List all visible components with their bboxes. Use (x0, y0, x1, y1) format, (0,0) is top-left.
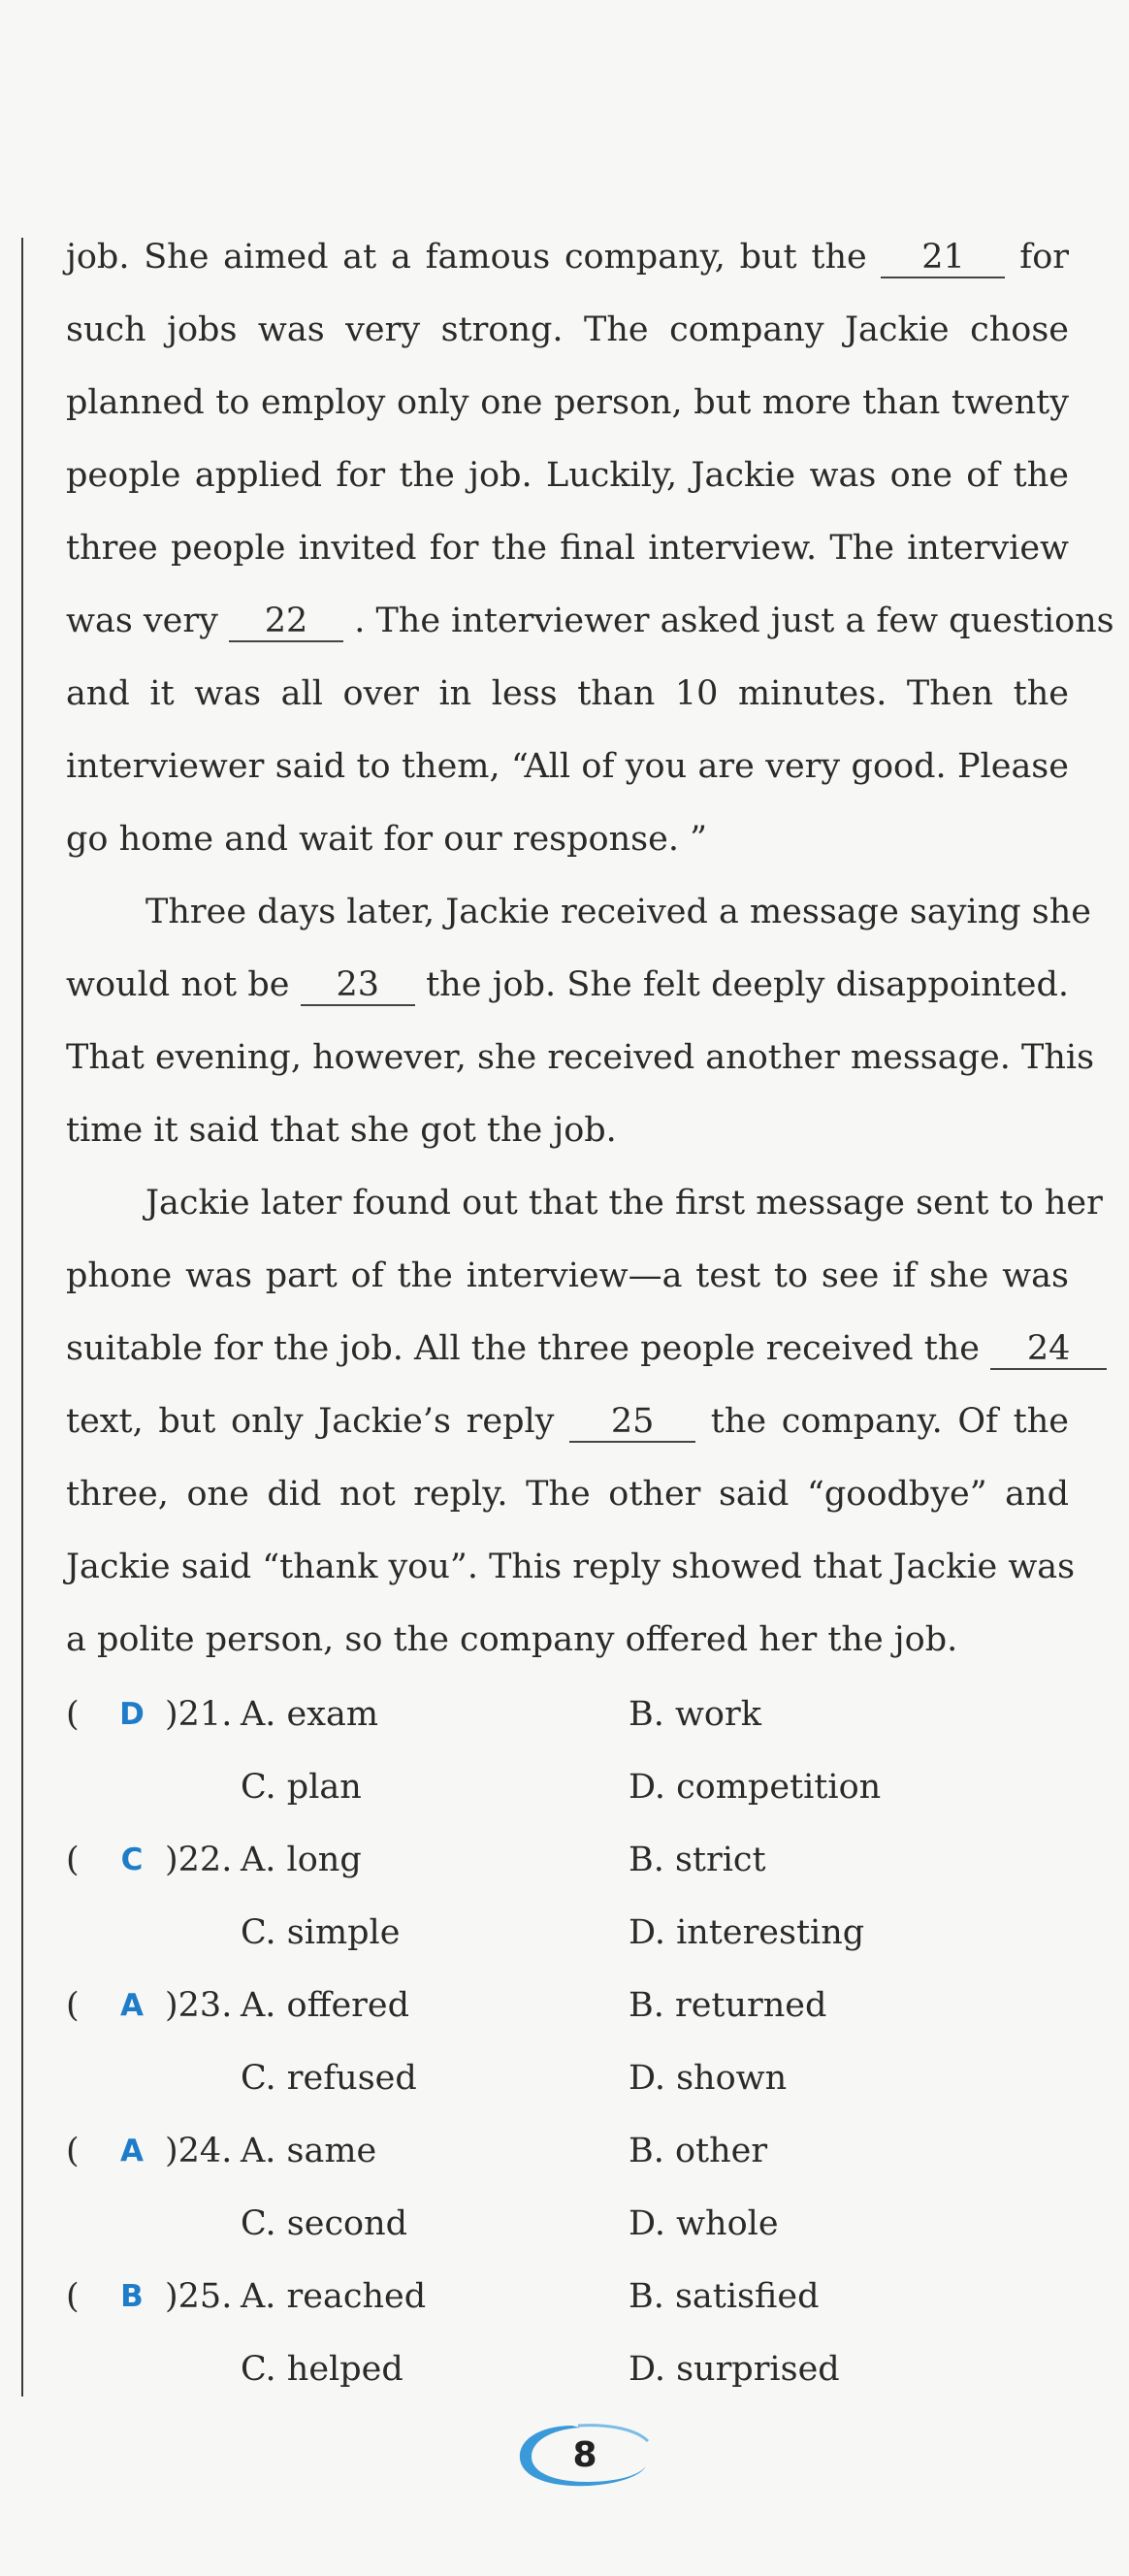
passage-text: for (1019, 238, 1069, 277)
passage-line (66, 585, 1114, 658)
page-number-badge (512, 2420, 658, 2492)
question-number: )22. (165, 1841, 233, 1879)
option-right: D. surprised (629, 2350, 840, 2389)
passage-text: the company. Of the (710, 1402, 1069, 1441)
answer-paren: ( (66, 1695, 80, 1734)
passage-line (66, 221, 1069, 294)
answer-letter: A (120, 2134, 144, 2168)
answer-letter: B (120, 2279, 144, 2314)
passage-line (66, 731, 1069, 803)
passage-line (66, 1022, 1095, 1094)
passage-text: interviewer said to them, “All of you are very good. Please (66, 747, 1069, 786)
passage-text: people applied for the job. Luckily, Jackie was one of the (66, 456, 1069, 495)
option-left: A. same (241, 2132, 377, 2170)
passage-line (66, 1386, 1069, 1458)
passage-text: would not be (66, 965, 290, 1004)
question-number: )25. (165, 2277, 233, 2316)
passage-text: go home and wait for our response. ” (66, 820, 707, 859)
passage-line (66, 294, 1069, 367)
option-right: D. interesting (629, 1913, 865, 1952)
passage-line (66, 367, 1069, 440)
passage-line (66, 1313, 1069, 1386)
passage-line (66, 1240, 1069, 1313)
passage-text: Jackie later found out that the first message sent to her (145, 1184, 1103, 1223)
blank-25: 25 (569, 1402, 695, 1443)
page-number: 8 (572, 2435, 597, 2475)
option-right: D. whole (629, 2204, 779, 2243)
passage-line (66, 440, 1069, 512)
option-left: A. exam (241, 1695, 379, 1734)
margin-rule (21, 238, 23, 2397)
answer-paren: ( (66, 1841, 80, 1879)
question-options-row (66, 2042, 1069, 2115)
reading-passage (66, 221, 1114, 1677)
passage-text: planned to employ only one person, but more than twenty (66, 383, 1069, 422)
passage-text: was very (66, 602, 218, 640)
option-left: C. plan (241, 1768, 362, 1807)
option-left: A. long (241, 1841, 362, 1879)
option-left: C. simple (241, 1913, 401, 1952)
passage-line (66, 1167, 1103, 1240)
option-right: B. strict (629, 1841, 766, 1879)
question-options-row (66, 1751, 1069, 1824)
passage-text: Jackie said “thank you”. This reply showed that Jackie was (66, 1548, 1076, 1586)
option-left: C. refused (241, 2059, 417, 2098)
question-options-row (66, 1897, 1069, 1970)
question-row (66, 2261, 1069, 2333)
option-right: D. competition (629, 1768, 882, 1807)
option-right: B. returned (629, 1986, 827, 2025)
passage-text: Three days later, Jackie received a message saying she (145, 893, 1091, 931)
option-left: C. helped (241, 2350, 403, 2389)
question-options-row (66, 2333, 1069, 2406)
passage-text: the job. She felt deeply disappointed. (426, 965, 1069, 1004)
answer-letter: D (119, 1697, 145, 1732)
question-number: )24. (165, 2132, 233, 2170)
answer-paren: ( (66, 1986, 80, 2025)
passage-text: time it said that she got the job. (66, 1111, 617, 1150)
question-options-row (66, 2188, 1069, 2261)
option-left: A. offered (241, 1986, 410, 2025)
question-row (66, 1824, 1069, 1897)
passage-line (66, 658, 1069, 731)
passage-text: three people invited for the final interview. The interview (66, 529, 1069, 568)
passage-text: text, but only Jackie’s reply (66, 1402, 555, 1441)
blank-21: 21 (881, 238, 1005, 278)
passage-text: That evening, however, she received another message. This (66, 1038, 1095, 1077)
question-row (66, 1970, 1069, 2042)
passage-text: . The interviewer asked just a few questions (354, 602, 1114, 640)
passage-line (66, 949, 1069, 1022)
passage-line (66, 1094, 1069, 1167)
passage-line (66, 1531, 1076, 1604)
answer-paren: ( (66, 2277, 80, 2316)
option-right: B. satisfied (629, 2277, 820, 2316)
passage-text: and it was all over in less than 10 minutes. Then the (66, 674, 1069, 713)
passage-line (66, 512, 1069, 585)
passage-text: phone was part of the interview—a test to see if she was (66, 1256, 1069, 1295)
option-right: B. work (629, 1695, 761, 1734)
question-row (66, 2115, 1069, 2188)
blank-24: 24 (990, 1329, 1107, 1370)
passage-line (66, 1458, 1069, 1531)
question-number: )21. (165, 1695, 233, 1734)
passage-text: suitable for the job. All the three people received the (66, 1329, 981, 1368)
answer-letter: A (120, 1988, 144, 2023)
option-left: C. second (241, 2204, 408, 2243)
passage-text: a polite person, so the company offered her the job. (66, 1620, 958, 1659)
cloze-questions (66, 1679, 1069, 2406)
passage-line (66, 803, 1069, 876)
passage-line (66, 1604, 1069, 1677)
blank-23: 23 (301, 965, 415, 1006)
passage-line (66, 876, 1091, 949)
answer-letter: C (120, 1842, 144, 1877)
blank-22: 22 (229, 602, 343, 642)
option-right: B. other (629, 2132, 768, 2170)
passage-text: job. She aimed at a famous company, but the (66, 238, 867, 277)
option-left: A. reached (241, 2277, 427, 2316)
question-row (66, 1679, 1069, 1751)
answer-paren: ( (66, 2132, 80, 2170)
option-right: D. shown (629, 2059, 788, 2098)
question-number: )23. (165, 1986, 233, 2025)
passage-text: such jobs was very strong. The company Jackie chose (66, 310, 1069, 349)
passage-text: three, one did not reply. The other said “goodbye” and (66, 1475, 1069, 1514)
